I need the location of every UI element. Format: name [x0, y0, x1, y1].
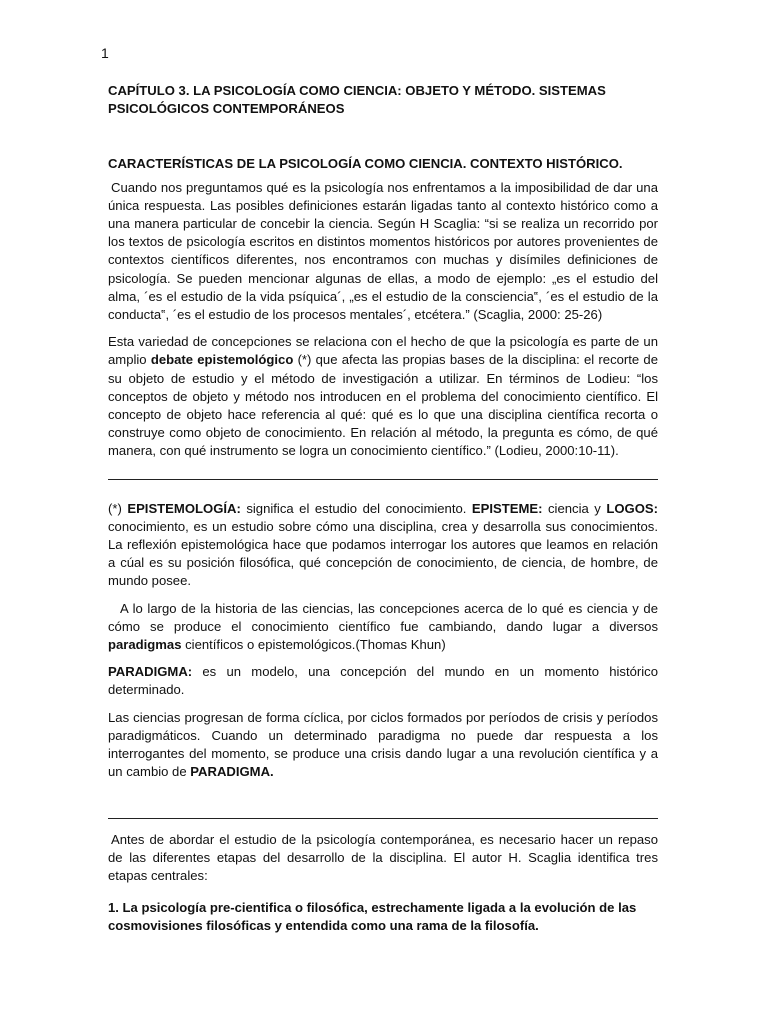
section-title: CARACTERÍSTICAS DE LA PSICOLOGÍA COMO CIENCIA. CONTEXTO HISTÓRICO.: [108, 156, 623, 172]
page-number: 1: [101, 45, 109, 61]
paragraph-paradigma-definition: [108, 663, 658, 699]
list-item-etapa-1: 1. La psicología pre-cientifica o filosófica, estrechamente ligada a la evolución de las cosmovisiones filosóficas y entendida como una rama de la filosofía.: [108, 900, 637, 934]
paragraph-paradigmas-bold: paradigmas: [108, 637, 182, 653]
paragraph-debate-text-2: (*) que afecta las propias bases de la disciplina: el recorte de su objeto de estudio y el método de investigación a utilizar. En términos de Lodieu: “los conceptos de objeto y método nos introducen en el problema del conocimiento científico. El concepto de objeto hace referencia al qué: qué es lo que una disciplina científica recorta o construye como objeto de conocimiento. En relación al método, la pregunta es cómo, de qué manera, con qué instrumento se logra un conocimiento científico.” (Lodieu, 2000:10-11).: [108, 352, 658, 459]
document-body: [108, 82, 658, 945]
paragraph-debate-text-1: Esta variedad de concepciones se relaciona con el hecho de que la psicología es parte de un amplio: [108, 334, 658, 368]
footnote-text-1: significa el estudio del conocimiento.: [240, 500, 472, 516]
paradigma-term: PARADIGMA:: [108, 664, 193, 680]
paragraph-paradigmas-text-1: A lo largo de la historia de las ciencias, las concepciones acerca de lo qué es ciencia y de cómo se produce el conocimiento científico fue cambiando, dando lugar a diversos: [108, 600, 658, 634]
footnote-marker: (*): [108, 500, 128, 516]
footnote-epistemologia: [108, 500, 658, 591]
footnote-text-2: ciencia y: [542, 500, 607, 516]
paragraph-etapas: Antes de abordar el estudio de la psicología contemporánea, es necesario hacer un repaso de las diferentes etapas del desarrollo de la disciplina. El autor H. Scaglia identifica tres etapas centrales:: [108, 831, 658, 883]
footnote-term-epistemologia: EPISTEMOLOGÍA:: [127, 500, 241, 516]
paragraph-debate: [108, 333, 658, 460]
separator-line: [108, 479, 658, 480]
paradigma-definition-text: es un modelo, una concepción del mundo en un momento histórico determinado.: [108, 664, 658, 698]
paragraph-debate-bold: debate epistemológico: [150, 352, 294, 368]
paragraph-intro: Cuando nos preguntamos qué es la psicología nos enfrentamos a la imposibilidad de dar una única respuesta. Las posibles definiciones estarán ligadas tanto al contexto histórico como a una manera particular de concebir la ciencia. Según H Scaglia: “si se realiza un recorrido por los textos de psicología escritos en distintos momentos históricos por autores provenientes de contextos científicos diferentes, nos encontramos con muchas y disímiles definiciones de psicología. Se pueden mencionar algunas de ellas, a modo de ejemplo: „es el estudio del alma, ´es el estudio de la vida psíquica´, „es el estudio de la consciencia‟, ´es el estudio de la conducta‟, ´es el estudio de los procesos mentales´, etcétera.” (Scaglia, 2000: 25-26): [108, 179, 658, 323]
paragraph-ciencias-text: Las ciencias progresan de forma cíclica, por ciclos formados por períodos de crisis y períodos paradigmáticos. Cuando un determinado paradigma no puede dar respuesta a los interrogantes del momento, se produce una crisis dando lugar a una revolución científica y a un cambio de: [108, 709, 658, 780]
paragraph-ciencias-progresan: [108, 709, 658, 782]
separator-line: [108, 818, 658, 819]
paragraph-paradigmas: [108, 600, 658, 655]
paragraph-paradigmas-text-2: científicos o epistemológicos.(Thomas Khun): [181, 637, 446, 653]
chapter-title: CAPÍTULO 3. LA PSICOLOGÍA COMO CIENCIA: OBJETO Y MÉTODO. SISTEMAS PSICOLÓGICOS CONTEMPORÁNEOS: [108, 83, 606, 117]
footnote-term-episteme: EPISTEME:: [471, 500, 543, 516]
footnote-term-logos: LOGOS:: [606, 500, 658, 516]
paragraph-ciencias-bold: PARADIGMA.: [190, 764, 274, 780]
footnote-text-3: conocimiento, es un estudio sobre cómo una disciplina, crea y desarrolla sus conocimientos. La reflexión epistemológica hace que podamos interrogar los autores que leamos en relación a cúal es su posición filosófica, qué concepción de conocimiento, de ciencia, de hombre, de mundo posee.: [108, 518, 658, 589]
